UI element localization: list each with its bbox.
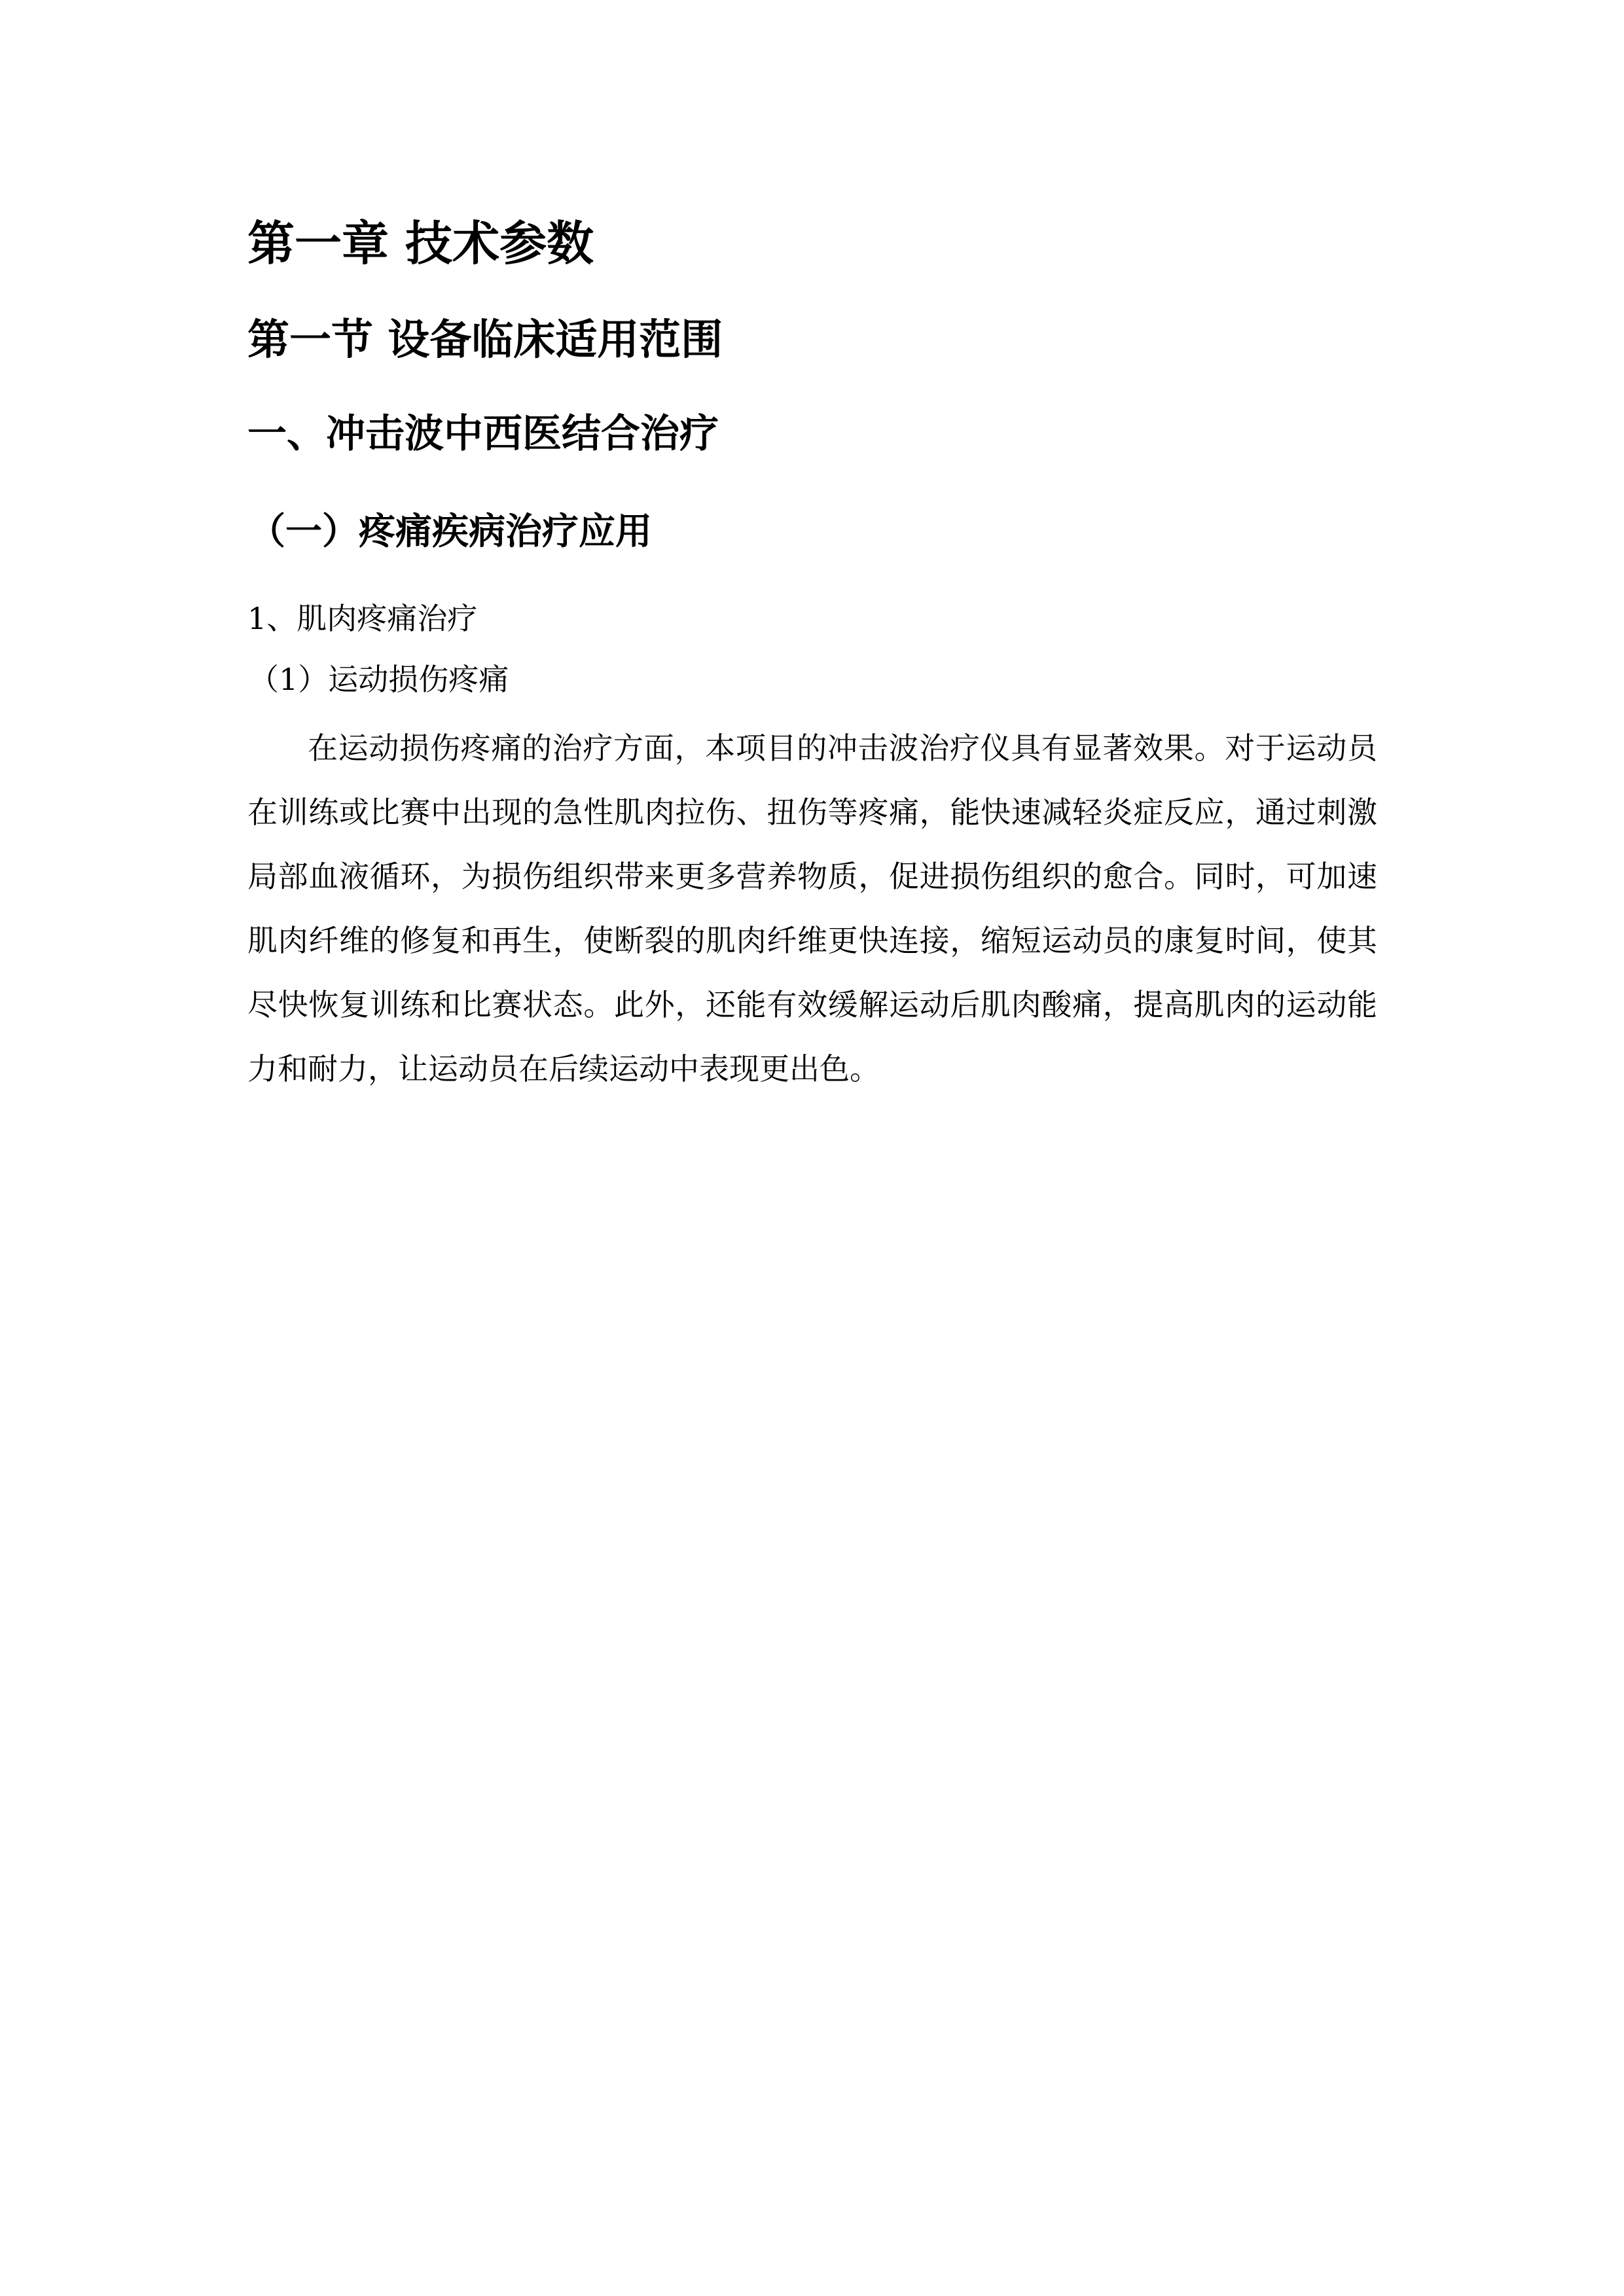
chapter-title: 第一章 技术参数 (247, 216, 594, 271)
subitem-title: （1）运动损伤疼痛 (249, 662, 509, 697)
body-paragraph: 在运动损伤疼痛的治疗方面，本项目的冲击波治疗仪具有显著效果。对于运动员在训练或比赛中出现的急性肌肉拉伤、扭伤等疼痛，能快速减轻炎症反应，通过刺激局部血液循环，为损伤组织带来更多营养物质，促进损伤组织的愈合。同时，可加速肌肉纤维的修复和再生，使断裂的肌肉纤维更快连接，缩短运动员的康复时间，使其尽快恢复训练和比赛状态。此外，还能有效缓解运动后肌肉酸痛，提高肌肉的运动能力和耐力，让运动员在后续运动中表现更出色。 (247, 730, 1377, 1086)
section-title: 第一节 设备临床适用范围 (247, 316, 723, 365)
subsection-title: 一、冲击波中西医结合治疗 (247, 411, 719, 457)
item-title: 1、肌肉疼痛治疗 (247, 601, 478, 636)
category-title: （一）疼痛疾病治疗应用 (249, 510, 652, 553)
